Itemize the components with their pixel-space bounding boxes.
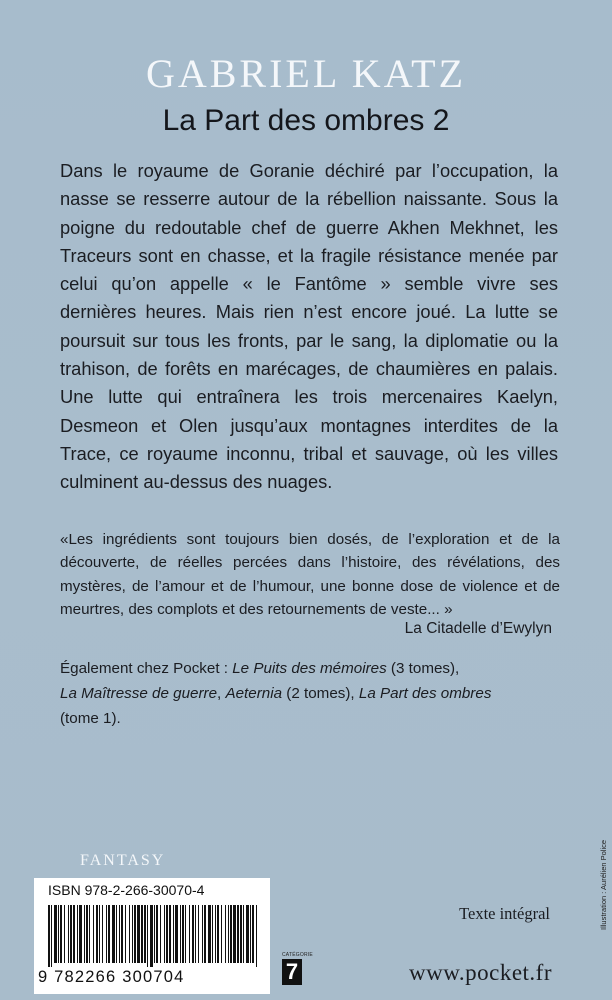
barcode-icon: [42, 905, 264, 967]
book-title-1: Le Puits des mémoires: [232, 660, 387, 677]
separator: ,: [217, 685, 226, 702]
book-note-1: (3 tomes),: [386, 660, 460, 677]
author-name: GABRIEL KATZ: [145, 51, 467, 96]
blurb-text: Dans le royaume de Goranie déchiré par l’occupation, la nasse se resserre autour de la rébellion naissante. Sous la poigne du redoutable chef de guerre Akhen Mekhnet, les Traceurs sont en chasse, et la fragile résistance menée par celui qu’on appelle « le Fantôme » semble vivre ses dernières heures. Mais rien n’est encore joué. La lutte se poursuit sur tous les fronts, par le sang, la diplomatie ou la trahison, de forêts en marécages, de chaumières en palais. Une lutte qui entraînera les trois mercenaires Kaelyn, Desmeon et Olen jusqu’aux montagnes interdites de la Trace, ce royaume inconnu, tribal et sauvage, où les villes culminent au-dessus des nuages.: [60, 160, 558, 493]
edition-note: Texte intégral: [459, 904, 550, 923]
book-note-4: (tome 1).: [60, 710, 121, 727]
publisher-website: www.pocket.fr: [409, 960, 552, 985]
book-title-4: La Part des ombres: [358, 685, 492, 702]
also-available: [60, 656, 560, 731]
price-category: [282, 952, 313, 985]
blurb: [60, 157, 558, 497]
barcode-digits: 9 782266 300704: [38, 968, 185, 986]
genre-label: FANTASY: [80, 852, 166, 869]
book-title-2: La Maîtresse de guerre: [60, 685, 218, 702]
also-prefix: Également chez Pocket :: [60, 660, 233, 677]
category-label: CATÉGORIE: [282, 952, 313, 958]
book-note-3: (2 tomes),: [282, 685, 359, 702]
review-quote: «Les ingrédients sont toujours bien dosés, de l’exploration et de la découverte, de réelles percées dans l’histoire, des révélations, des mystères, de l’amour et de l’humour, une bonne dose de violence et de meurtres, des complots et des retournements de veste... »: [60, 531, 560, 618]
illustration-credit: Illustration : Aurélien Police: [599, 839, 608, 930]
book-title-3: Aeternia: [225, 685, 283, 702]
category-value: 7: [282, 959, 302, 985]
review-source: La Citadelle d’Ewylyn: [404, 620, 552, 637]
isbn: ISBN 978-2-266-30070-4: [48, 882, 205, 898]
book-title: La Part des ombres 2: [162, 104, 450, 137]
